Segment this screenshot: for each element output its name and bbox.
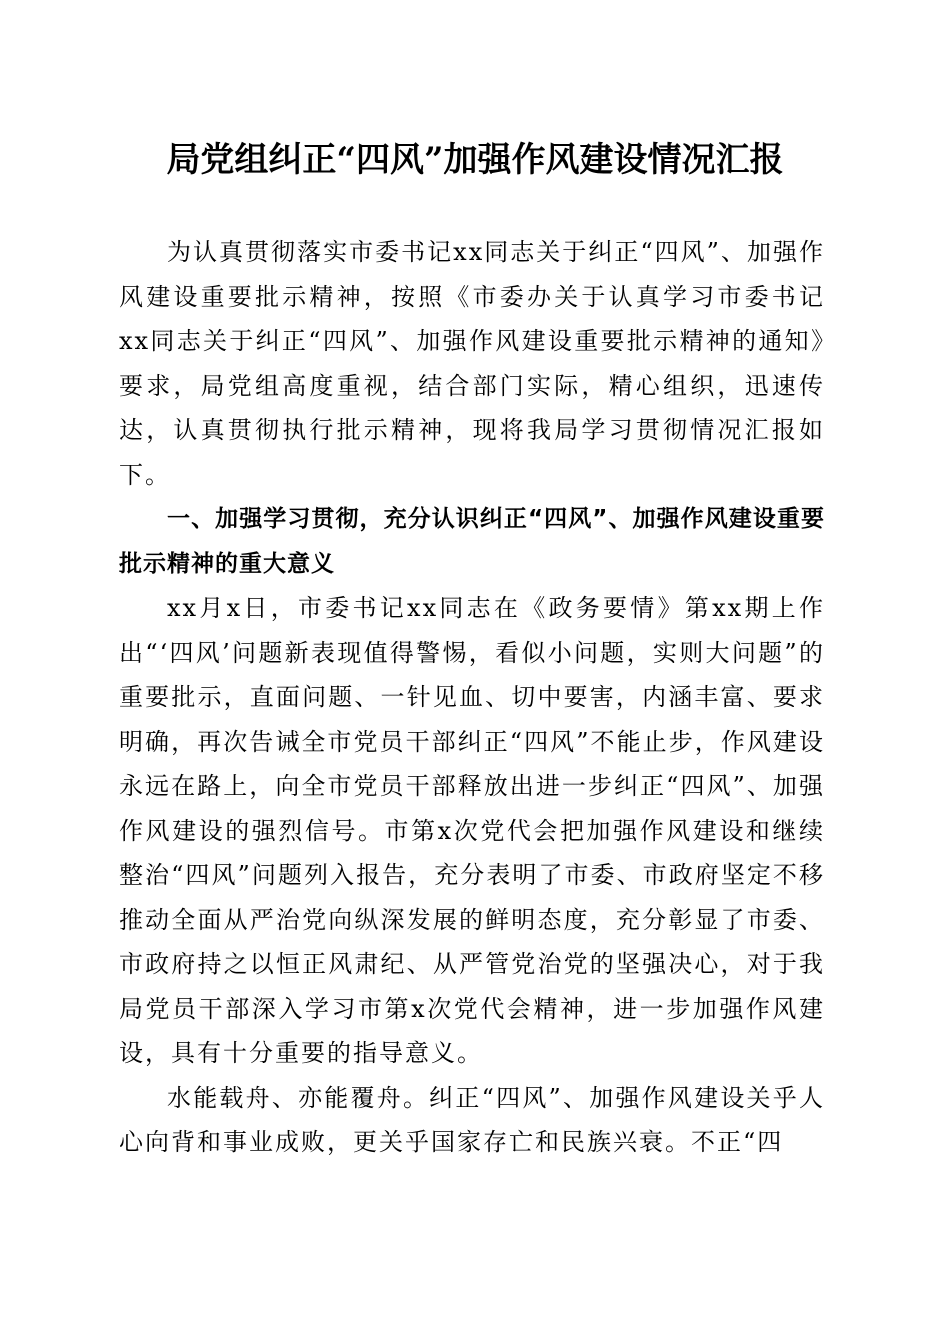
section-1-heading: 一、加强学习贯彻，充分认识纠正“四风”、加强作风建设重要批示精神的重大意义 — [119, 506, 825, 577]
section-1-paragraph-2: 水能载舟、亦能覆舟。纠正“四风”、加强作风建设关乎人心向背和事业成败，更关乎国家存亡和民族兴衰。不正“四 — [119, 1083, 825, 1156]
document-title: 局党组纠正“四风”加强作风建设情况汇报 — [166, 140, 784, 180]
section-1-paragraph-1: xx月x日，市委书记xx同志在《政务要情》第xx期上作出“‘四风’问题新表现值得警惕，看似小问题，实则大问题”的重要批示，直面问题、一针见血、切中要害，内涵丰富、要求明确，再次告诫全市党员干部纠正“四风”不能止步，作风建设永远在路上，向全市党员干部释放出进一步纠正“四风”、加强作风建设的强烈信号。市第x次党代会把加强作风建设和继续整治“四风”问题列入报告，充分表明了市委、市政府坚定不移推动全面从严治党向纵深发展的鲜明态度，充分彰显了市委、市政府持之以恒正风肃纪、从严管党治党的坚强决心，对于我局党员干部深入学习市第x次党代会精神，进一步加强作风建设，具有十分重要的指导意义。 — [119, 594, 825, 1067]
document-body — [119, 230, 825, 1165]
intro-paragraph: 为认真贯彻落实市委书记xx同志关于纠正“四风”、加强作风建设重要批示精神，按照《市委办关于认真学习市委书记xx同志关于纠正“四风”、加强作风建设重要批示精神的通知》要求，局党组高度重视，结合部门实际，精心组织，迅速传达，认真贯彻执行批示精神，现将我局学习贯彻情况汇报如下。 — [119, 238, 825, 489]
